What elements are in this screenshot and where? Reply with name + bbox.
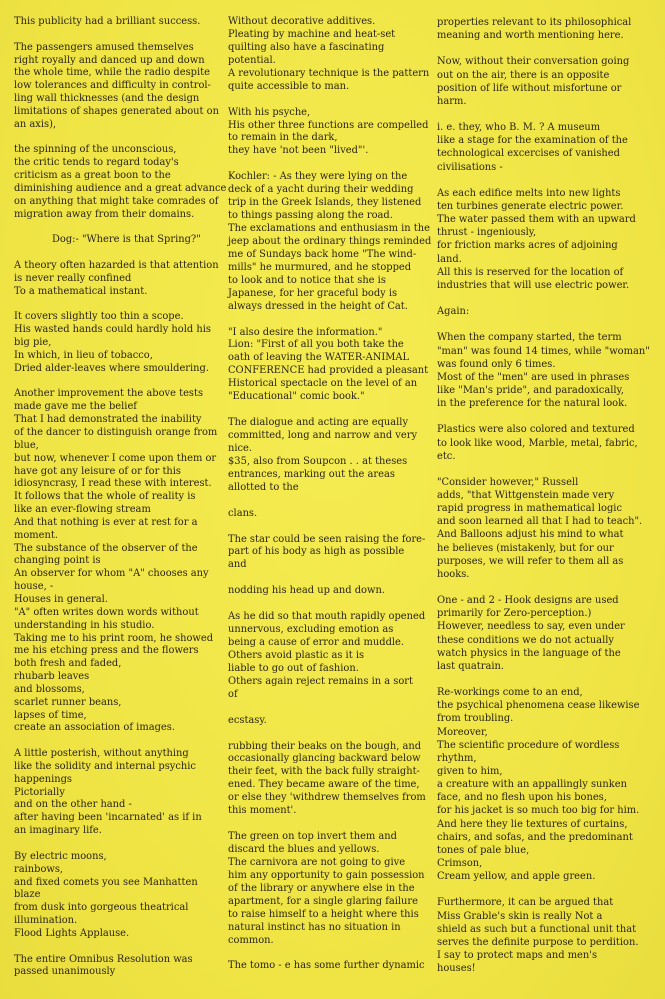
text-line: mills" he murmured, and he stopped xyxy=(228,261,412,273)
text-line: illumination. xyxy=(14,915,78,927)
text-line: By electric moons, xyxy=(14,850,107,862)
text-line: like "Man's pride", and paradoxically, xyxy=(437,384,624,396)
text-line: diminishing audience and a great advance xyxy=(14,182,227,194)
text-line: serves the definite purpose to perdition. xyxy=(437,936,639,948)
text-line: on anything that might take comrades of xyxy=(14,195,219,207)
text-line: clans. xyxy=(228,507,258,519)
text-line: to look like wood, Marble, metal, fabric, xyxy=(437,437,638,449)
text-line: Most of the "men" are used in phrases xyxy=(437,371,630,383)
text-line: house, - xyxy=(14,581,54,593)
text-line: The carnivora are not going to give xyxy=(228,856,406,868)
text-line: Dried alder-leaves where smouldering. xyxy=(14,362,210,374)
paragraph-gap xyxy=(14,838,224,851)
text-line: blaze xyxy=(14,889,41,901)
text-line: like an ever-flowing stream xyxy=(14,504,151,516)
text-line: limitations of shapes generated about on xyxy=(14,105,219,117)
text-line: changing point is xyxy=(14,555,101,567)
text-line: Another improvement the above tests xyxy=(14,388,204,400)
text-line: or else they 'withdrew themselves from xyxy=(228,792,426,804)
paragraph xyxy=(437,423,659,462)
text-line: ling wall thicknesses (and the design xyxy=(14,93,200,105)
paragraph xyxy=(228,585,428,598)
text-line: Houses in general. xyxy=(14,593,108,605)
text-line: me of Sundays back home "The wind- xyxy=(228,248,417,260)
text-line: Japanese, for her graceful body is xyxy=(228,287,398,299)
text-line: meaning and worth mentioning here. xyxy=(437,30,624,42)
paragraph xyxy=(14,16,224,29)
paragraph-gap xyxy=(437,581,659,594)
text-line: big pie, xyxy=(14,337,52,349)
text-line: an imaginary life. xyxy=(14,825,102,837)
text-line: As each edifice melts into new lights xyxy=(437,187,621,199)
text-line: an axis), xyxy=(14,118,57,130)
text-line: quilting also have a fascinating xyxy=(228,41,385,53)
text-line: passed unanimously xyxy=(14,966,116,978)
text-line: liable to go out of fashion. xyxy=(228,662,359,674)
text-line: watch physics in the language of the xyxy=(437,647,621,659)
paragraph xyxy=(437,476,659,581)
paragraph-gap xyxy=(14,735,224,748)
text-line: part of his body as high as possible xyxy=(228,546,405,558)
text-line: and xyxy=(228,559,247,571)
paragraph xyxy=(437,896,659,975)
text-line: CONFERENCE had provided a pleasant xyxy=(228,365,429,377)
text-line: With his psyche, xyxy=(228,106,311,118)
text-line: One - and 2 - Hook designs are used xyxy=(437,595,619,607)
paragraph-gap xyxy=(228,521,428,534)
text-line: harm. xyxy=(437,95,467,107)
paragraph-gap xyxy=(228,158,428,171)
text-line: entrances, marking out the areas xyxy=(228,468,395,480)
text-line: Taking me to his print room, he showed xyxy=(14,632,214,644)
paragraph-gap xyxy=(437,410,659,423)
text-line: the critic tends to regard today's xyxy=(14,157,179,169)
text-line: both fresh and faded, xyxy=(14,658,122,670)
text-line: of the dancer to distinguish orange from xyxy=(14,427,218,438)
paragraph-gap xyxy=(437,42,659,55)
text-line: low tolerances and difficulty in control- xyxy=(14,80,211,92)
paragraph-gap xyxy=(228,495,428,508)
text-line: This publicity had a brilliant success. xyxy=(14,16,201,27)
text-line: rhythm, xyxy=(437,752,477,764)
text-line: happenings xyxy=(14,773,73,785)
text-line: houses! xyxy=(437,963,476,975)
text-line: The passengers amused themselves xyxy=(14,41,194,53)
text-line: to remain in the dark, xyxy=(228,132,338,144)
text-line: trip in the Greek Islands, they listened xyxy=(228,197,422,209)
text-line: "A" often writes down words without xyxy=(14,606,199,618)
text-line: industries that will use electric power. xyxy=(437,279,630,291)
text-line: The dialogue and acting are equally xyxy=(228,417,409,429)
text-line: the spinning of the unconscious, xyxy=(14,144,177,156)
paragraph xyxy=(14,388,224,735)
text-line: Dog:- "Where is that Spring?" xyxy=(52,234,201,246)
paragraph xyxy=(228,715,428,728)
text-line: The exclamations and enthusiasm in the xyxy=(228,223,430,234)
paragraph xyxy=(14,144,227,221)
text-line: and soon learned all that I had to teach". xyxy=(437,516,643,528)
text-line: but now, whenever I come upon them or xyxy=(14,452,217,464)
text-line: "man" was found 14 times, while "woman" xyxy=(437,345,650,357)
text-line: nodding his head up and down. xyxy=(228,585,385,597)
text-line: When the company started, the term xyxy=(437,332,622,344)
paragraph xyxy=(228,417,428,495)
paragraph-gap xyxy=(437,673,659,686)
paragraph-gap xyxy=(228,818,428,831)
paragraph xyxy=(437,55,659,108)
text-line: purposes, we will refer to them all as xyxy=(437,555,624,567)
text-line: of xyxy=(228,688,238,700)
text-line: The entire Omnibus Resolution was xyxy=(14,953,193,965)
paragraph-gap xyxy=(14,376,224,389)
paragraph xyxy=(228,741,428,819)
text-line: scarlet runner beans, xyxy=(14,696,122,708)
paragraph xyxy=(228,611,428,702)
paragraph xyxy=(437,594,659,673)
paragraph-gap xyxy=(437,883,659,896)
paragraph-gap xyxy=(14,247,224,260)
text-line: chairs, and sofas, and the predominant xyxy=(437,831,633,843)
text-line: In which, in lieu of tobacco, xyxy=(14,349,153,361)
paragraph xyxy=(14,260,224,299)
text-line: $35, also from Soupcon . . at theses xyxy=(228,455,408,467)
text-line: to raise himself to a height where this xyxy=(228,908,419,920)
text-line: from dusk into gorgeous theatrical xyxy=(14,902,189,914)
text-line: criticism as a great boon to the xyxy=(14,170,171,182)
text-line: Lion: "First of all you both take the xyxy=(228,339,404,351)
text-line: oath of leaving the WATER-ANIMAL xyxy=(228,352,410,364)
text-line: hooks. xyxy=(437,568,470,580)
text-line: lapses of time, xyxy=(14,709,87,721)
text-line: like a stage for the examination of the xyxy=(437,135,628,147)
text-line: technological excercises of vanished xyxy=(437,148,620,160)
paragraph-gap xyxy=(228,702,428,715)
paragraph xyxy=(228,534,428,573)
text-line: A revolutionary technique is the pattern xyxy=(228,67,430,79)
text-line: allotted to the xyxy=(228,481,299,493)
text-line: have got any leisure of or for this xyxy=(14,465,181,477)
text-line: The green on top invert them and xyxy=(228,831,397,843)
text-line: and blossoms, xyxy=(14,683,85,695)
text-line: out on the air, there is an opposite xyxy=(437,69,610,81)
paragraph xyxy=(14,748,224,838)
text-line: primarily for Zero-perception.) xyxy=(437,608,592,620)
text-line: An observer for whom "A" chooses any xyxy=(14,568,209,580)
text-line: right royally and danced up and down xyxy=(14,54,205,66)
text-line: Pictorially xyxy=(14,786,65,798)
text-line: always dressed in the height of Cat. xyxy=(228,300,408,312)
text-line: ened. They became aware of the time, xyxy=(228,779,420,791)
paragraph-gap xyxy=(437,463,659,476)
text-line: Again: xyxy=(437,306,470,318)
paragraph-gap xyxy=(228,948,428,961)
text-line: land. xyxy=(437,253,462,265)
paragraph xyxy=(14,311,224,375)
text-line: Re-workings come to an end, xyxy=(437,687,583,699)
text-line: like the solidity and internal psychic xyxy=(14,760,196,772)
paragraph xyxy=(437,187,659,292)
text-line: "I also desire the information." xyxy=(228,326,383,338)
text-line: rapid progress in mathematical logic xyxy=(437,503,622,515)
text-line: Moreover, xyxy=(437,726,488,738)
text-line: His other three functions are compelled xyxy=(228,119,429,131)
text-line: their feet, with the back fully straight- xyxy=(228,766,420,778)
text-line: committed, long and narrow and very xyxy=(228,430,418,441)
text-line: To a mathematical instant. xyxy=(14,285,148,297)
text-line: etc. xyxy=(437,450,456,462)
text-line: quite accessible to man. xyxy=(228,80,350,92)
text-line: And that nothing is ever at rest for a xyxy=(14,516,198,528)
text-line: jeep about the ordinary things reminded xyxy=(228,235,432,247)
text-line: The star could be seen raising the fore- xyxy=(228,533,426,545)
text-line: I say to protect maps and men's xyxy=(437,949,598,961)
text-line: deck of a yacht during their wedding xyxy=(228,184,414,196)
text-line: However, needless to say, even under xyxy=(437,621,625,633)
text-line: create an association of images. xyxy=(14,722,175,734)
paragraph-gap xyxy=(437,318,659,331)
text-column-middle xyxy=(228,16,432,973)
text-line: rainbows, xyxy=(14,863,64,875)
text-line: and fixed comets you see Manhatten xyxy=(14,876,198,888)
text-line: properties relevant to its philosophical xyxy=(437,17,632,28)
paragraph-gap xyxy=(437,292,659,305)
text-line: made gave me the belief xyxy=(14,401,137,413)
paragraph xyxy=(228,16,428,94)
text-line: these conditions we do not actually xyxy=(437,634,614,646)
text-line: rubbing their beaks on the bough, and xyxy=(228,740,422,752)
text-line: moment. xyxy=(14,529,58,541)
paragraph-gap xyxy=(228,572,428,585)
text-line: Others avoid plastic as it is xyxy=(228,649,365,661)
paragraph xyxy=(14,851,224,941)
text-line: The water passed them with an upward xyxy=(437,214,636,226)
text-line: last quatrain. xyxy=(437,660,505,672)
text-line: idiosyncrasy, I read these with interest. xyxy=(14,478,212,490)
text-column-left xyxy=(14,16,227,979)
text-line: The substance of the observer of the xyxy=(14,542,198,554)
text-line: As he did so that mouth rapidly opened xyxy=(228,611,426,623)
text-line: common. xyxy=(228,934,274,946)
text-line: face, and no flesh upon his bones, xyxy=(437,792,607,804)
text-line: And Balloons adjust his mind to what xyxy=(437,529,624,541)
text-line: of the library or anywhere else in the xyxy=(228,882,415,894)
paragraph xyxy=(228,508,428,521)
paragraph xyxy=(228,107,428,159)
paragraph xyxy=(14,42,224,132)
text-line: nice. xyxy=(228,442,253,454)
text-line: Plastics were also colored and textured xyxy=(437,424,635,436)
paragraph-gap xyxy=(228,94,428,107)
paragraph xyxy=(14,954,224,980)
text-line: It follows that the whole of reality is xyxy=(14,491,196,503)
text-line: a creature with an appallingly sunken xyxy=(437,779,627,791)
text-line: apartment, for a single glaring failure xyxy=(228,895,418,907)
text-line: discard the blues and yellows. xyxy=(228,844,380,855)
text-line: It covers slightly too thin a scope. xyxy=(14,311,184,323)
text-line: adds, "that Wittgenstein made very xyxy=(437,490,615,502)
text-line: for his jacket is so much too big for him. xyxy=(437,805,640,817)
text-line: migration away from their domains. xyxy=(14,208,195,220)
text-line: tones of pale blue, xyxy=(437,844,530,856)
text-line: after having been 'incarnated' as if in xyxy=(14,812,202,824)
text-line: Miss Grable's skin is really Not a xyxy=(437,910,603,922)
text-line: Others again reject remains in a sort xyxy=(228,675,413,687)
text-line: civilisations - xyxy=(437,161,503,173)
text-line: was found only 6 times. xyxy=(437,358,556,370)
text-line: potential. xyxy=(228,54,276,66)
text-line: me his etching press and the flowers xyxy=(14,645,199,657)
text-column-right xyxy=(437,16,659,975)
text-line: to things passing along the road. xyxy=(228,210,393,222)
text-line: shield as such but a functional unit that xyxy=(437,923,637,935)
paragraph-gap xyxy=(437,174,659,187)
text-line: position of life without misfortune or xyxy=(437,82,622,94)
paragraph-gap xyxy=(14,299,224,312)
text-line: Pleating by machine and heat-set xyxy=(228,28,396,40)
paragraph-gap xyxy=(14,941,224,954)
text-line: Flood Lights Applause. xyxy=(14,927,130,939)
paragraph xyxy=(228,327,428,405)
text-line: they have 'not been "lived"'. xyxy=(228,145,369,157)
text-line: to look and to notice that she is xyxy=(228,274,386,286)
text-line: the psychical phenomena cease likewise xyxy=(437,700,640,712)
paragraph-gap xyxy=(14,132,224,145)
text-line: and on the other hand - xyxy=(14,799,132,811)
text-line: natural instinct has no situation in xyxy=(228,921,401,933)
paragraph xyxy=(228,960,428,973)
text-line: given to him, xyxy=(437,766,503,778)
text-line: All this is reserved for the location of xyxy=(437,266,624,278)
text-line: The tomo - e has some further dynamic xyxy=(228,960,425,972)
paragraph-gap xyxy=(14,29,224,42)
text-line: being a cause of error and muddle. xyxy=(228,637,405,648)
text-line: Cream yellow, and apple green. xyxy=(437,871,596,883)
paragraph xyxy=(228,831,428,947)
paragraph xyxy=(437,305,659,318)
text-line: ecstasy. xyxy=(228,714,267,726)
paragraph-gap xyxy=(228,598,428,611)
text-line: That I had demonstrated the inability xyxy=(14,414,202,426)
paragraph xyxy=(14,234,224,247)
text-line: Without decorative additives. xyxy=(228,16,376,27)
text-line: Crimson, xyxy=(437,858,483,869)
text-line: The scientific procedure of wordless xyxy=(437,739,620,751)
text-line: he believes (mistakenly, but for our xyxy=(437,542,614,554)
paragraph xyxy=(228,171,432,313)
text-line: in the preference for the natural look. xyxy=(437,398,628,410)
text-line: the whole time, while the radio despite xyxy=(14,67,210,79)
text-line: Furthermore, it can be argued that xyxy=(437,897,614,909)
paragraph-gap xyxy=(228,404,428,417)
text-line: His wasted hands could hardly hold his xyxy=(14,324,211,336)
paragraph xyxy=(437,121,659,174)
text-line: blue, xyxy=(14,439,39,451)
text-line: "Educational" comic book." xyxy=(228,391,365,403)
text-line: "Consider however," Russell xyxy=(437,476,579,488)
text-line: him any opportunity to gain possession xyxy=(228,869,425,881)
text-line: A little posterish, without anything xyxy=(14,748,189,760)
text-line: rhubarb leaves xyxy=(14,671,90,683)
paragraph xyxy=(437,16,659,42)
paragraph-gap xyxy=(228,314,428,327)
text-line: i. e. they, who B. M. ? A museum xyxy=(437,122,601,134)
text-line: from troubling. xyxy=(437,713,514,725)
text-line: Historical spectacle on the level of an xyxy=(228,378,418,390)
paragraph-gap xyxy=(437,108,659,121)
text-line: Now, without their conversation going xyxy=(437,56,630,68)
text-line: ten turbines generate electric power. xyxy=(437,200,624,212)
text-line: unnervous, excluding emotion as xyxy=(228,624,394,636)
text-line: understanding in his studio. xyxy=(14,619,155,631)
text-line: occasionally glancing backward below xyxy=(228,753,421,765)
text-line: this moment'. xyxy=(228,805,297,817)
paragraph xyxy=(437,331,659,410)
text-line: is never really confined xyxy=(14,272,132,284)
text-line: thrust - ingeniously, xyxy=(437,227,537,239)
text-line: Kochler: - As they were lying on the xyxy=(228,171,408,183)
text-line: for friction marks acres of adjoining xyxy=(437,240,618,252)
paragraph-gap xyxy=(228,728,428,741)
paragraph xyxy=(437,686,659,883)
text-line: A theory often hazarded is that attention xyxy=(14,260,219,272)
paragraph-gap xyxy=(14,222,224,235)
text-line: And here they lie textures of curtains, xyxy=(437,818,628,830)
